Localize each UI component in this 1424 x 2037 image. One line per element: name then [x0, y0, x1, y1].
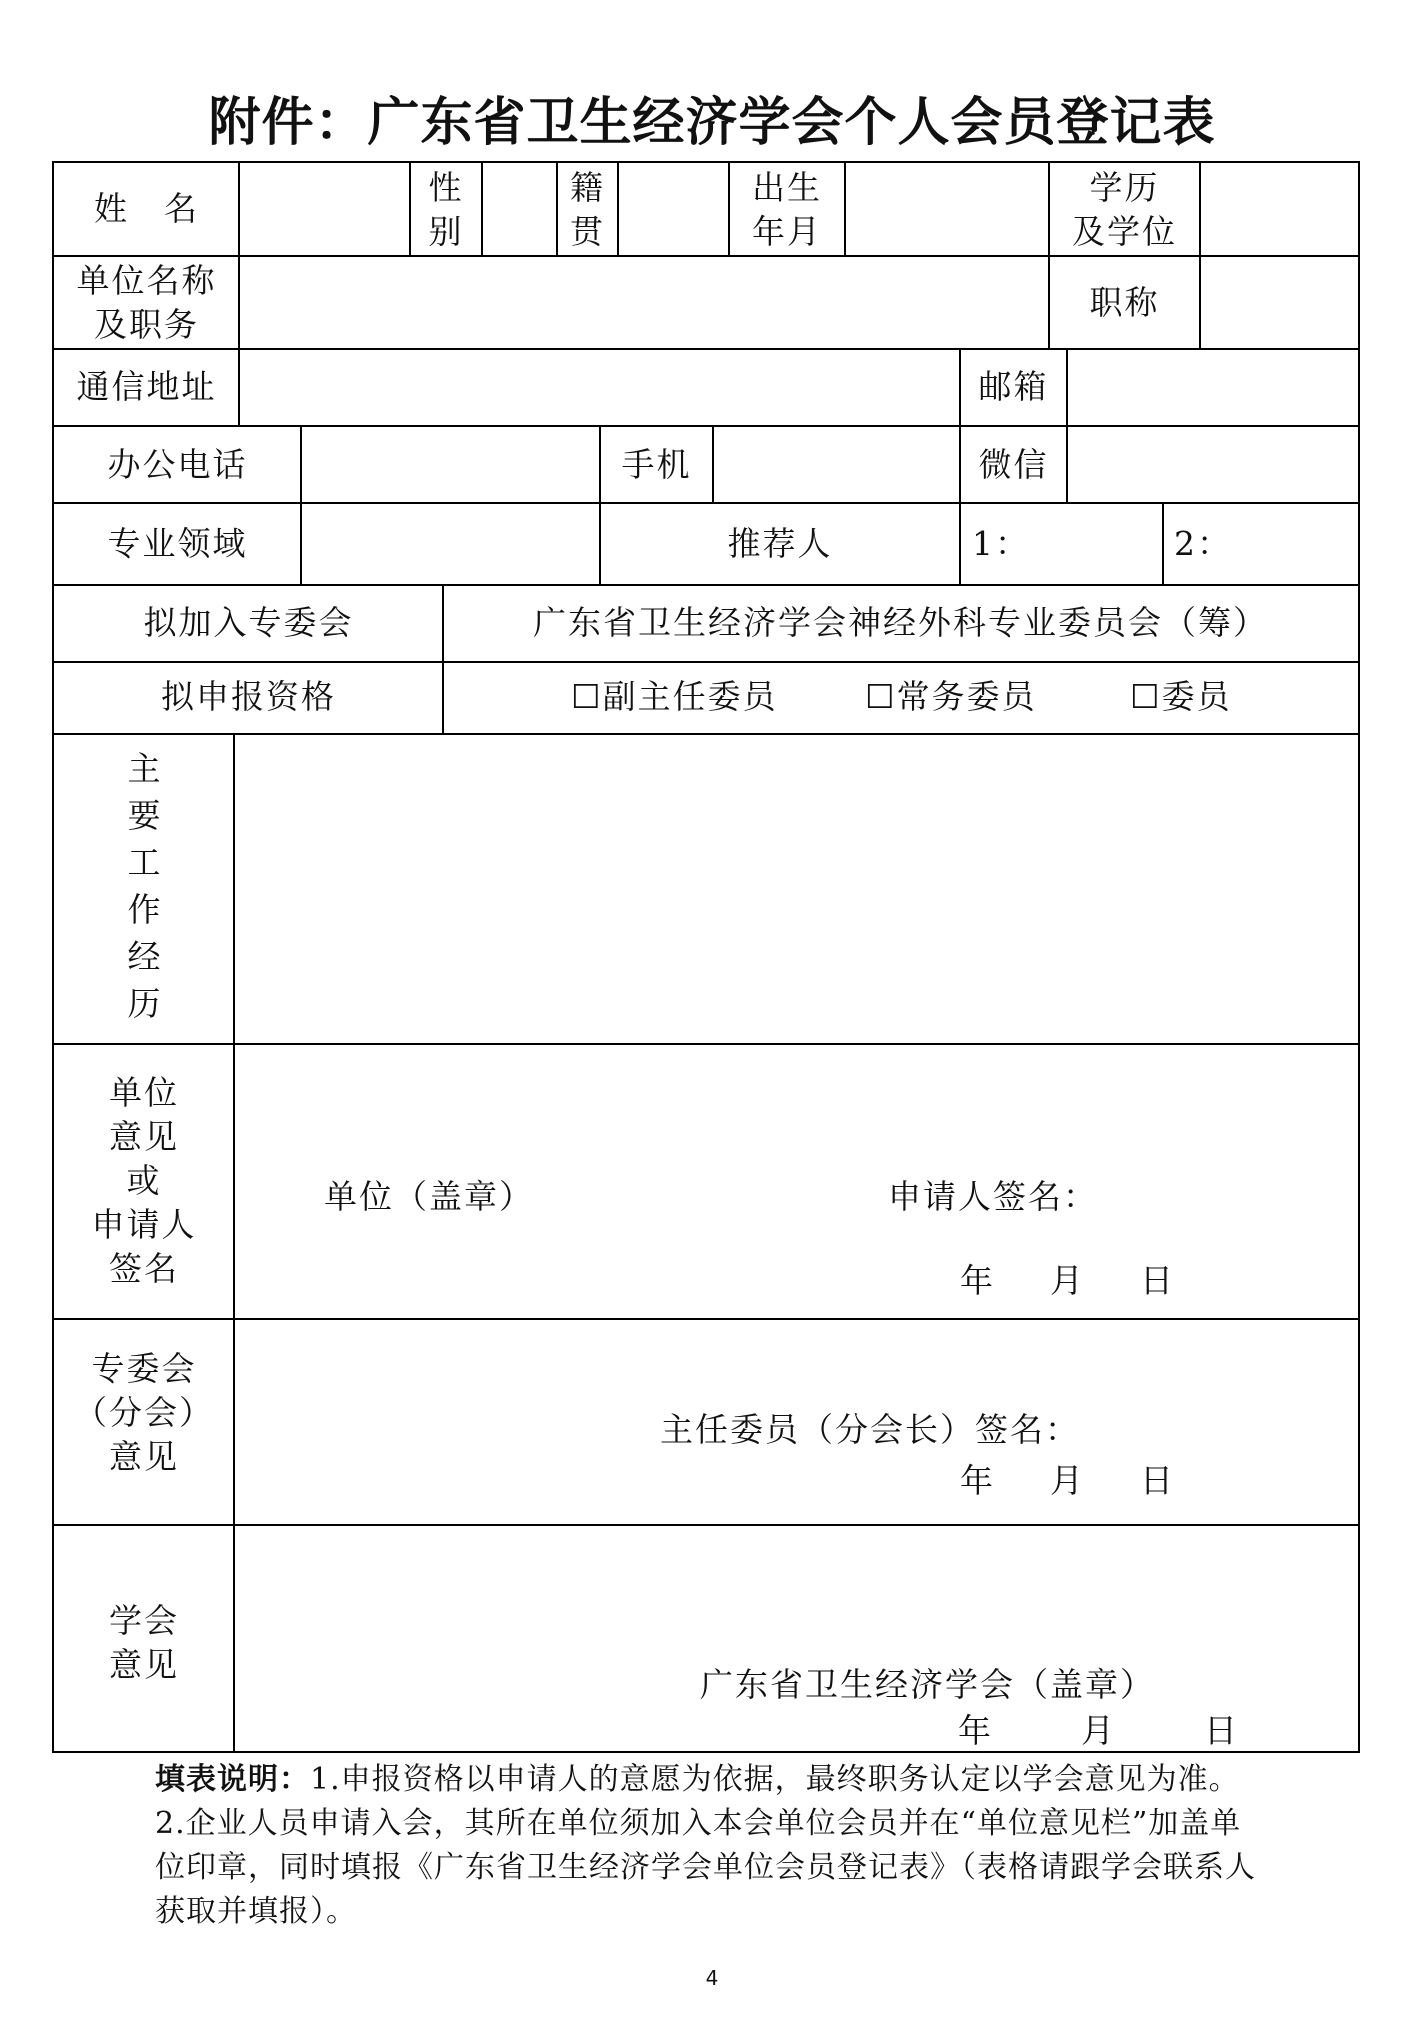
qualification-option-vice-director[interactable]: ☐副主任委员 [571, 677, 778, 716]
qualification-option-member[interactable]: ☐委员 [1130, 677, 1232, 716]
email-label: 邮箱 [978, 367, 1049, 406]
referrer-1-label: 1： [972, 524, 1030, 563]
address-label: 通信地址 [76, 367, 217, 406]
referrer-1-field[interactable] [1014, 505, 1161, 583]
native-place-field[interactable] [620, 165, 727, 254]
referrer-2-label: 2： [1174, 524, 1232, 563]
wechat-label: 微信 [978, 445, 1049, 484]
email-field[interactable] [1069, 351, 1356, 424]
filling-instructions [155, 1758, 1265, 1934]
address-field[interactable] [241, 351, 958, 424]
birth-date-field[interactable] [847, 165, 1047, 254]
education-field[interactable] [1202, 165, 1356, 254]
referrer-label: 推荐人 [727, 524, 833, 563]
page-number: 4 [705, 1966, 719, 1990]
specialty-field[interactable] [303, 505, 598, 583]
registration-form [52, 161, 1360, 1753]
committee-label: 拟加入专委会 [143, 603, 354, 642]
committee-value: 广东省卫生经济学会神经外科专业委员会（筹） [533, 603, 1268, 642]
committee-opinion-date: 年 月 日 [960, 1461, 1185, 1500]
filling-instructions-heading: 填表说明： [155, 1762, 310, 1797]
gender-label: 性 别 [428, 168, 464, 251]
referrer-2-field[interactable] [1216, 505, 1356, 583]
education-label: 学历 及学位 [1072, 168, 1177, 251]
applicant-signature-label: 申请人签名： [888, 1177, 1098, 1216]
society-seal-text: 广东省卫生经济学会（盖章） [700, 1665, 1155, 1704]
committee-opinion-label: 专委会 （分会） 意见 [74, 1349, 214, 1476]
unit-field[interactable] [241, 258, 1047, 347]
page-title: 附件：广东省卫生经济学会个人会员登记表 [208, 93, 1216, 153]
unit-label: 单位名称 及职务 [76, 261, 217, 344]
office-phone-label: 办公电话 [107, 445, 248, 484]
unit-opinion-date: 年 月 日 [960, 1261, 1185, 1300]
unit-opinion-label: 单位 意见 或 申请人 签名 [91, 1073, 197, 1288]
work-experience-field[interactable] [236, 736, 1356, 1042]
gender-field[interactable] [484, 165, 555, 254]
society-opinion-label: 学会 意见 [109, 1601, 179, 1684]
specialty-label: 专业领域 [107, 524, 248, 563]
job-title-field[interactable] [1202, 258, 1356, 347]
qualification-label: 拟申报资格 [161, 677, 336, 716]
job-title-label: 职称 [1089, 283, 1160, 322]
wechat-field[interactable] [1069, 428, 1356, 501]
mobile-label: 手机 [621, 445, 692, 484]
unit-seal-text: 单位（盖章） [324, 1177, 534, 1216]
director-signature-label: 主任委员（分会长）签名： [660, 1410, 1080, 1449]
society-opinion-date: 年 月 日 [958, 1711, 1245, 1750]
filling-instructions-text: 1.申报资格以申请人的意愿为依据，最终职务认定以学会意见为准。2.企业人员申请入会，其所在单位须加入本会单位会员并在“单位意见栏”加盖单位印章，同时填报《广东省卫生经济学会单位会员登记表》（表格请跟学会联系人获取并填报）。 [155, 1762, 1256, 1929]
office-phone-field[interactable] [303, 428, 598, 501]
birth-date-label: 出生 年月 [752, 168, 822, 251]
name-label: 姓 名 [94, 189, 199, 228]
name-field[interactable] [241, 165, 408, 254]
mobile-field[interactable] [715, 428, 958, 501]
work-experience-label: 主 要 工 作 经 历 [127, 749, 161, 1023]
native-place-label: 籍 贯 [570, 168, 605, 251]
qualification-option-standing-member[interactable]: ☐常务委员 [865, 677, 1037, 716]
